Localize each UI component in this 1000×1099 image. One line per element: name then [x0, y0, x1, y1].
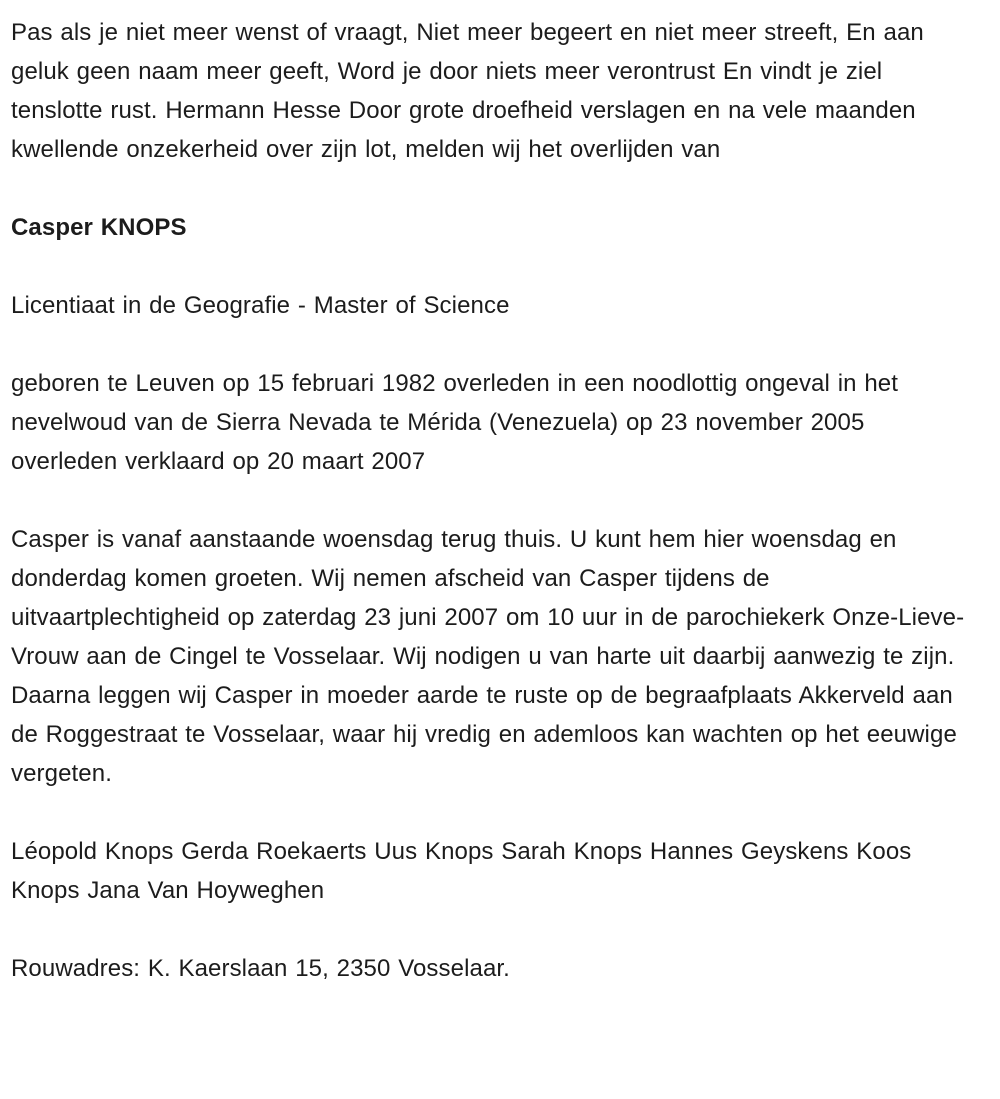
- quote-paragraph: Pas als je niet meer wenst of vraagt, Niet meer begeert en niet meer streeft, En aan geluk geen naam meer geeft, Word je door niets meer verontrust En vindt je ziel tenslotte rust. Hermann Hesse Door grote droefheid verslagen en na vele maanden kwellende onzekerheid over zijn lot, melden wij het overlijden van: [11, 19, 924, 163]
- funeral-paragraph: Casper is vanaf aanstaande woensdag terug thuis. U kunt hem hier woensdag en donderdag komen groeten. Wij nemen afscheid van Casper tijdens de uitvaartplechtigheid op zaterdag 23 juni 2007 om 10 uur in de parochiekerk Onze-Lieve-Vrouw aan de Cingel te Vosselaar. Wij nodigen u van harte uit daarbij aanwezig te zijn. Daarna leggen wij Casper in moeder aarde te ruste op de begraafplaats Akkerveld aan de Roggestraat te Vosselaar, waar hij vredig en ademloos kan wachten op het eeuwige vergeten.: [11, 526, 965, 787]
- birth-death-paragraph: geboren te Leuven op 15 februari 1982 overleden in een noodlottig ongeval in het nevelwoud van de Sierra Nevada te Mérida (Venezuela) op 23 november 2005 overleden verklaard op 20 maart 2007: [11, 370, 899, 475]
- academic-title: Licentiaat in de Geografie - Master of Science: [11, 292, 510, 319]
- deceased-name: Casper KNOPS: [11, 214, 187, 241]
- family-paragraph: Léopold Knops Gerda Roekaerts Uus Knops Sarah Knops Hannes Geyskens Koos Knops Jana Van Hoyweghen: [11, 838, 912, 904]
- mourning-address: Rouwadres: K. Kaerslaan 15, 2350 Vosselaar.: [11, 955, 510, 982]
